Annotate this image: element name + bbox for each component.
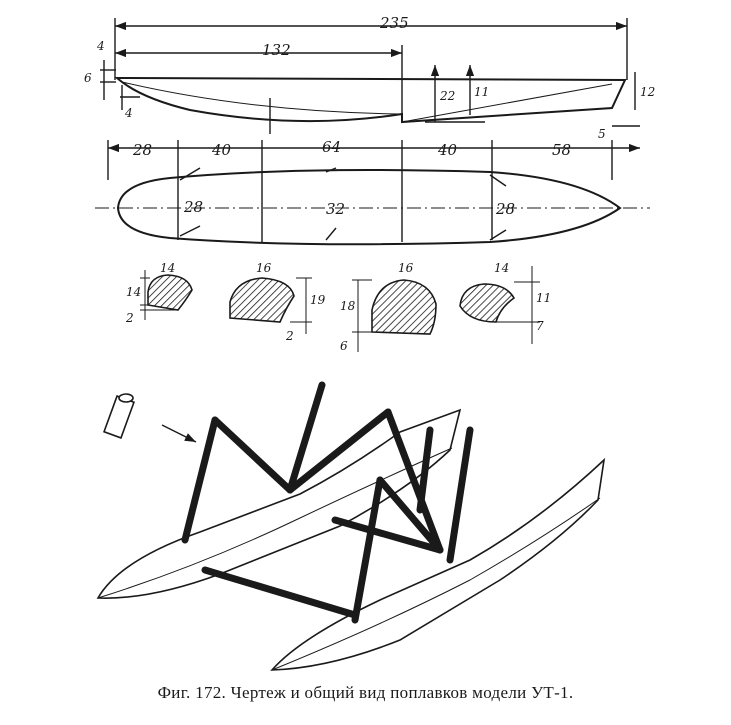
plan-width-front: 28 (184, 198, 204, 216)
dim-step-position: 132 (262, 41, 291, 59)
section-2-offset: 2 (286, 329, 294, 343)
section-3-height: 18 (340, 299, 356, 313)
dim-nose-top: 4 (97, 39, 105, 53)
section-2-width: 16 (256, 261, 272, 275)
left-float (98, 410, 460, 598)
section-1 (148, 275, 192, 310)
section-2-height: 19 (310, 293, 326, 307)
section-1-height: 14 (126, 285, 142, 299)
section-4-height: 11 (536, 291, 552, 305)
section-3-width: 16 (398, 261, 414, 275)
section-4-offset: 7 (536, 319, 544, 333)
dim-tail-offset: 5 (598, 127, 606, 141)
plan-segment-1: 28 (133, 141, 153, 159)
dim-step-depth: 11 (474, 85, 490, 99)
plan-width-mid: 32 (326, 200, 346, 218)
section-2 (230, 278, 294, 322)
side-view (100, 18, 640, 134)
section-4 (460, 284, 514, 322)
perspective-view (98, 385, 604, 670)
dim-tail-height: 12 (640, 85, 656, 99)
section-1-width: 14 (160, 261, 176, 275)
plan-width-rear: 28 (496, 200, 516, 218)
plan-segment-4: 40 (438, 141, 458, 159)
plan-segment-5: 58 (552, 141, 572, 159)
side-hull-outline (117, 78, 625, 122)
detail-tube (104, 394, 196, 442)
section-4-width: 14 (494, 261, 510, 275)
section-3 (372, 280, 436, 334)
dim-step-height: 22 (440, 89, 456, 103)
dim-overall-length: 235 (380, 14, 409, 32)
section-3-offset: 6 (340, 339, 348, 353)
plan-segment-3: 64 (322, 138, 342, 156)
plan-view-labels (132, 138, 571, 218)
plan-segment-2: 40 (212, 141, 232, 159)
figure-caption: Фиг. 172. Чертеж и общий вид поплавков модели УТ-1. (157, 683, 574, 702)
dim-nose-bottom: 4 (125, 106, 133, 120)
dim-nose-height: 6 (84, 71, 92, 85)
section-1-offset: 2 (126, 311, 134, 325)
